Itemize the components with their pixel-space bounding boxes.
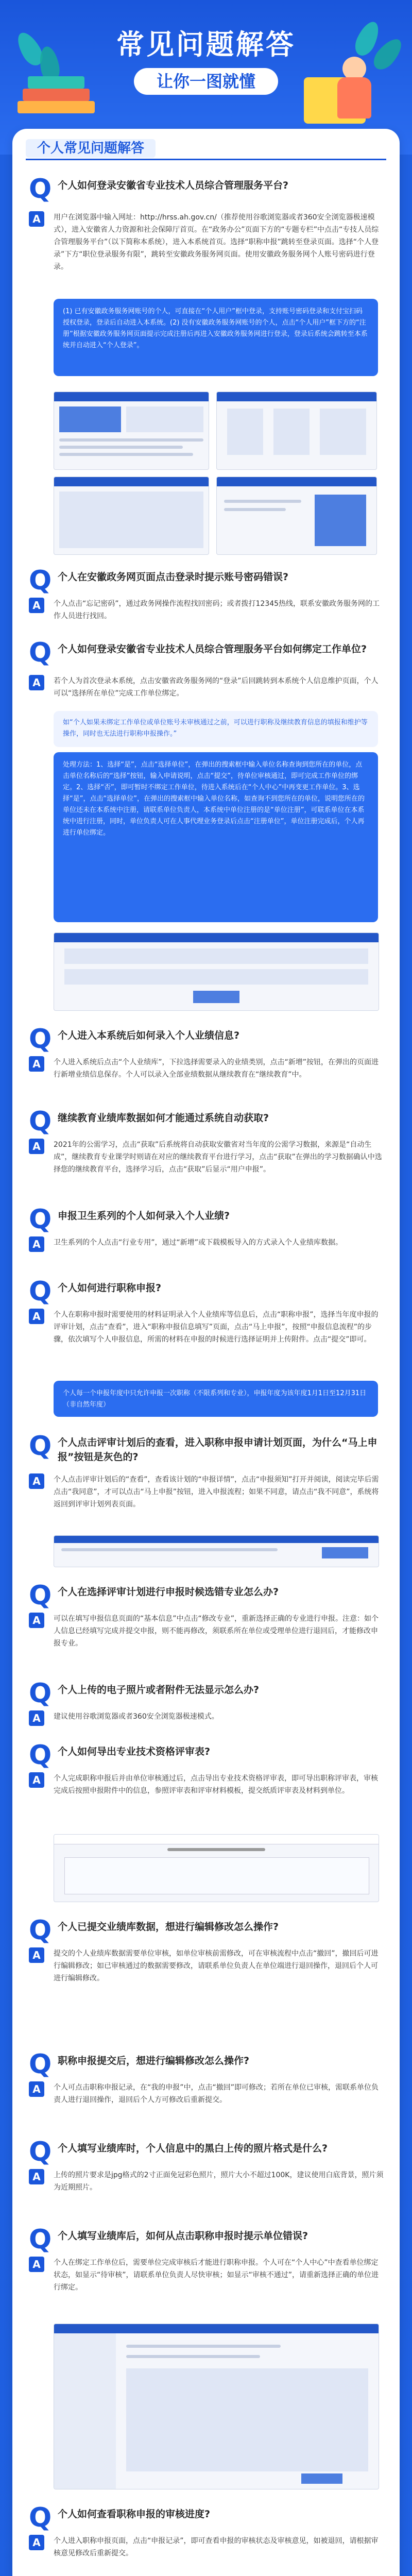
answer-text: 个人在职称申报时需要使用的材料证明录入个人业绩库等信息后，点击“职称申报”，选择当年度申报的评审计划，点击“查看”，进入“职称申报信息填写”页面，点击“马上申报”，按照“申报信息流程”的步骤，依次填写个人申报信息，所需的材料在申报的时候进行选择证明并上传附件。点击“提交”即可。 — [54, 1311, 379, 1344]
answer-text: 个人进入系统后点击“个人业绩库”，下拉选择需要录入的业绩类别，点击“新增”按钮，在弹出的页面进行新增业绩信息保存。个人可以录入全部业绩数据从继续教育在“继续教育”中。 — [54, 1058, 379, 1079]
a-mark-icon: A — [29, 1710, 44, 1726]
q-mark-icon: Q — [29, 1431, 52, 1462]
a-mark-icon: A — [29, 1139, 44, 1154]
question-text: 个人在安徽政务网页面点击登录时提示账号密码错误? — [58, 571, 289, 583]
screenshot-portal — [54, 392, 209, 470]
question-text: 个人如何导出专业技术资格评审表? — [58, 1746, 211, 1757]
question-item — [29, 1276, 384, 1307]
answer-item — [29, 211, 384, 294]
page-subtitle: 让你一图就懂 — [134, 68, 278, 95]
screenshot-bind-unit — [54, 933, 379, 1011]
question-text: 个人进入本系统后如何录入个人业绩信息? — [58, 1030, 240, 1041]
q-mark-icon: Q — [29, 637, 52, 668]
a-mark-icon: A — [29, 2257, 44, 2272]
a-mark-icon: A — [29, 1056, 44, 1072]
q-mark-icon: Q — [29, 1580, 52, 1611]
question-item — [29, 2049, 384, 2080]
question-item — [29, 1740, 384, 1771]
answer-text: 卫生系列的个人点击“行业专用”，通过“新增”或下载模板导入的方式录入个人业绩库数据。 — [54, 1239, 343, 1247]
question-text: 个人填写业绩库后，如何从点击职称申报时提示单位错误? — [58, 2230, 308, 2242]
answer-item — [29, 1710, 384, 1731]
book-illustration — [23, 89, 90, 101]
a-mark-icon: A — [29, 2169, 44, 2184]
a-mark-icon: A — [29, 211, 44, 227]
q-mark-icon: Q — [29, 1740, 52, 1771]
question-item — [29, 1580, 384, 1611]
question-item — [29, 2502, 384, 2533]
screenshot-user-login — [216, 477, 377, 555]
answer-item — [29, 1139, 384, 1195]
q-mark-icon: Q — [29, 1915, 52, 1946]
answer-item — [29, 1947, 384, 2040]
answer-item — [29, 1309, 384, 1376]
answer-text: 上传的照片要求是jpg格式的2寸正面免冠彩色照片，照片大小不超过100K，建议使用白底背景，照片须为近期照片。 — [54, 2171, 384, 2192]
answer-item — [29, 1473, 384, 1530]
q-mark-icon: Q — [29, 1204, 52, 1235]
a-mark-icon: A — [29, 1947, 44, 1963]
screenshot-gov-service — [54, 477, 209, 555]
answer-item — [29, 2169, 384, 2215]
question-text: 个人点击评审计划后的查看，进入职称申报申请计划页面，为什么“马上申报”按钮是灰色的? — [58, 1437, 377, 1463]
answer-text: 个人进入职称申报页面，点击“申报记录”，即可查看申报的审核状态及审核意见，如被退回，请根据审核意见修改后重新提交。 — [54, 2537, 379, 2557]
screenshot-plan-list — [54, 1535, 379, 1567]
q-mark-icon: Q — [29, 2224, 52, 2255]
answer-text: 可以在填写申报信息页面的“基本信息”中点击“修改专业”，重新选择正确的专业进行申报。注意：如个人信息已经填写完成并提交申报，则不能再修改，须联系所在单位或受理单位进行退回后，才能修改申报专业。 — [54, 1615, 379, 1648]
answer-text: 个人在绑定工作单位后，需要单位完成审核后才能进行职称申报。个人可在“个人中心”中查看单位绑定状态，如显示“待审核”，请联系单位负责人尽快审核；如显示“审核不通过”，请重新选择正确的单位进行绑定。 — [54, 2259, 379, 2292]
question-text: 继续教育业绩库数据如何才能通过系统自动获取? — [58, 1112, 269, 1124]
tip-box: (1) 已有安徽政务服务网账号的个人，可直接在“个人用户”框中登录，支持账号密码登录和支付宝扫码授权登录，登录后自动进入本系统。(2) 没有安徽政务服务网账号的个人，点击“个人用户”框下方的“注册”根据安徽政务服务网页面提示完成注册后再进入安徽政务服务网进行登录，登录后系统会跳转至本系统并自动进入“个人登录”。 — [54, 299, 378, 376]
a-mark-icon: A — [29, 1613, 44, 1628]
answer-item — [29, 2257, 384, 2318]
a-mark-icon: A — [29, 1772, 44, 1788]
screenshot-personal-center — [54, 2324, 379, 2489]
q-mark-icon: Q — [29, 174, 52, 205]
q-mark-icon: Q — [29, 2502, 52, 2533]
q-mark-icon: Q — [29, 1678, 52, 1709]
answer-text: 若个人为首次登录本系统，点击安徽省政务服务网的“登录”后回跳转到本系统个人信息维护页面，个人可以“选择所在单位”完成工作单位绑定。 — [54, 677, 379, 698]
tip-box: 处理方法：1、选择“是”，点击“选择单位”，在弹出的搜索框中输入单位名称查询到您所在的单位，点击单位名称后的“选择”按钮，输入申请说明，点击“提交”，待单位审核通过，即可完成工作单位的绑定。2、选择“否”，即可暂时不绑定工作单位，待进入系统后在“个人中心”中再变更工作单位。3、选择“是”，点击“选择单位”，在弹出的搜索框中输入单位名称，如查询不到您所在的单位，说明您所在的单位还未在本系统中注册，请联系单位负责人，本系统中单位注册的是“单位注册”，可联系单位在本系统中进行注册，同时，单位负责人可在人事代理业务登录后点击“注册单位”，单位注册完成后，个人再进行单位绑定。 — [54, 752, 378, 922]
q-mark-icon: Q — [29, 2049, 52, 2080]
question-text: 个人如何进行职称申报? — [58, 1282, 162, 1294]
q-mark-icon: Q — [29, 2137, 52, 2167]
answer-item — [29, 675, 384, 706]
q-mark-icon: Q — [29, 1024, 52, 1055]
a-mark-icon: A — [29, 1473, 44, 1489]
q-mark-icon: Q — [29, 1106, 52, 1137]
q-mark-icon: Q — [29, 1276, 52, 1307]
answer-item — [29, 1056, 384, 1097]
question-item — [29, 1915, 384, 1946]
question-text: 个人如何登录安徽省专业技术人员综合管理服务平台如何绑定工作单位? — [58, 643, 367, 655]
question-text: 个人上传的电子照片或者附件无法显示怎么办? — [58, 1684, 260, 1696]
a-mark-icon: A — [29, 598, 44, 613]
answer-item — [29, 2081, 384, 2128]
question-item — [29, 2224, 384, 2255]
question-item — [29, 1432, 384, 1468]
answer-text: 用户在浏览器中输入网址：http://hrss.ah.gov.cn/（推荐使用谷歌浏览器或者360安全浏览器极速模式），进入安徽省人力资源和社会保障厅首页。在“政务办公”页面下方的“专题专栏”中点击“专技人员综合管理服务平台”（以下简称本系统），进入本系统首页。选择“职称申报”跳转至登录页面。选择“个人登录”下方“职位登录服务有限”，跳转至安徽政务服务网页面。使用安徽政务服务网个人账号密码进行登录。 — [54, 213, 379, 271]
screenshot-evaluation-form — [54, 1834, 379, 1902]
book-illustration — [18, 101, 95, 113]
question-text: 申报卫生系列的个人如何录入个人业绩? — [58, 1210, 230, 1222]
answer-text: 提交的个人业绩库数据需要单位审核，如单位审核前需修改，可在审核流程中点击“撤回”，撤回后可进行编辑修改；如已审核通过的数据需要修改，请联系单位负责人在单位端进行退回操作，退回后个人可进行编辑修改。 — [54, 1950, 379, 1982]
a-mark-icon: A — [29, 1236, 44, 1252]
a-mark-icon: A — [29, 675, 44, 690]
tip-box: 个人每一个申报年度中只允许申报一次职称（不限系列和专业），申报年度为该年度1月1日至12月31日（非自然年度） — [54, 1381, 378, 1417]
question-item — [29, 1678, 384, 1709]
question-text: 个人如何登录安徽省专业技术人员综合管理服务平台? — [58, 180, 289, 191]
question-item — [29, 639, 384, 670]
question-text: 个人已提交业绩库数据，想进行编辑修改怎么操作? — [58, 1921, 279, 1933]
answer-item — [29, 1772, 384, 1829]
answer-item — [29, 1236, 384, 1267]
answer-item — [29, 2535, 384, 2576]
question-item — [29, 1106, 384, 1137]
answer-text: 个人点击“忘记密码”，通过政务网操作流程找回密码；或者拨打12345热线，联系安徽政务服务网的工作人员进行找回。 — [54, 600, 380, 620]
answer-item — [29, 1613, 384, 1669]
person-illustration — [337, 77, 371, 118]
answer-text: 2021年的公需学习，点击“获取”后系统将自动获取安徽省对当年度的公需学习数据，来源是“自动生成”，继续教育专业课学时则请在对应的继续教育平台进行学习，点击“获取”在弹出的学习数据确认中选择您的继续教育平台，选择学习后，点击“获取”后显示“用户申报”。 — [54, 1141, 382, 1174]
question-item — [29, 2137, 384, 2167]
question-item — [29, 1024, 384, 1055]
book-illustration — [28, 76, 84, 89]
question-item — [29, 175, 384, 206]
screenshot-login — [216, 392, 377, 470]
question-item — [29, 1204, 384, 1235]
q-mark-icon: Q — [29, 565, 52, 596]
question-text: 个人在选择评审计划进行申报时候选错专业怎么办? — [58, 1586, 279, 1598]
answer-text: 建议使用谷歌浏览器或者360安全浏览器极速模式。 — [54, 1713, 219, 1721]
answer-text: 个人点击评审计划后的“查看”，查看该计划的“申报详情”，点击“申报须知”打开并阅读，阅读完毕后需点击“我同意”，才可以点击“马上申报”按钮，进入申报流程；如果不同意，请点击“我不同意”，系统将返回到评审计划列表页面。 — [54, 1476, 379, 1509]
note-box: 如“个人如果未绑定工作单位或单位账号未审核通过之前，可以进行职称及继续教育信息的填报和维护等操作，同时也无法进行职称申报操作。” — [54, 711, 378, 747]
a-mark-icon: A — [29, 1309, 44, 1324]
section-divider — [26, 159, 386, 160]
answer-text: 个人完成职称申报后并由单位审核通过后，点击导出专业技术资格评审表，即可导出职称评审表，审核完成后按照申报附件中的信息，参照评审表和评审材料模板，提交纸质评审表及材料到单位。 — [54, 1774, 378, 1795]
page-title: 常见问题解答 — [116, 28, 296, 61]
answer-text: 个人可点击职称申报记录，在“我的申报”中，点击“撤回”即可修改；若所在单位已审核，需联系单位负责人进行退回操作，退回后个人方可修改后重新提交。 — [54, 2083, 379, 2104]
question-text: 职称申报提交后，想进行编辑修改怎么操作? — [58, 2055, 250, 2066]
question-item — [29, 565, 384, 596]
question-text: 个人填写业绩库时，个人信息中的黑白上传的照片格式是什么? — [58, 2143, 328, 2154]
question-text: 个人如何查看职称申报的审核进度? — [58, 2509, 211, 2520]
answer-item — [29, 598, 384, 629]
a-mark-icon: A — [29, 2535, 44, 2550]
a-mark-icon: A — [29, 2081, 44, 2097]
section-heading: 个人常见问题解答 — [26, 139, 156, 158]
